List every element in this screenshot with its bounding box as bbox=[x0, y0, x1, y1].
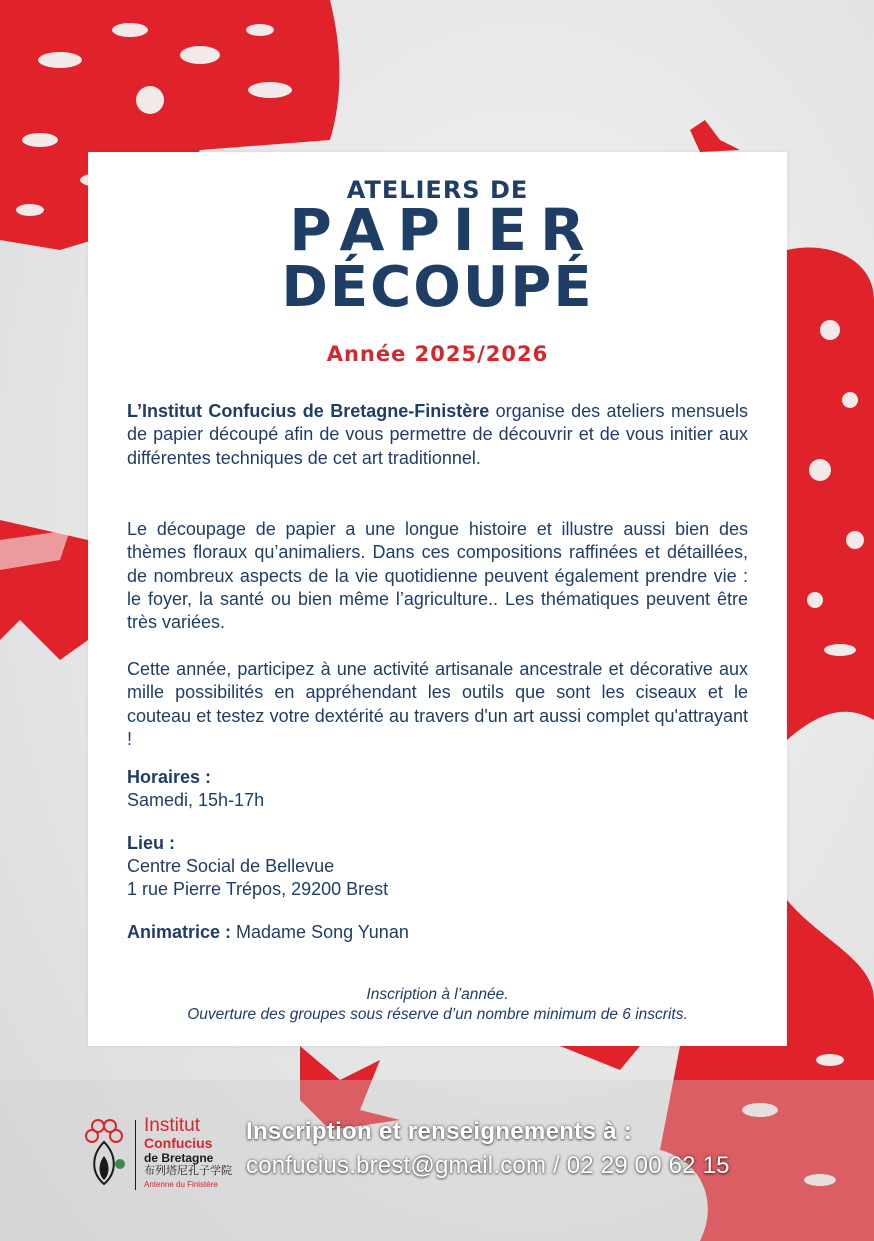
location-label: Lieu : bbox=[127, 833, 175, 853]
institute-logo bbox=[82, 1114, 232, 1194]
host-label: Animatrice : bbox=[127, 922, 232, 942]
intro-text: organise des ateliers mensuels de papier découpé afin de vous permettre de découvrir et de vous initier aux différentes techniques de cet art traditionnel. bbox=[127, 401, 748, 468]
invitation-paragraph: Cette année, participez à une activité artisanale ancestrale et décorative aux mille possibilités en appréhendant les outils que sont les ciseaux et le couteau et testez votre dextérité au travers d'un art aussi complet qu'attrayant ! bbox=[127, 659, 748, 749]
schedule-label: Horaires : bbox=[127, 767, 212, 787]
intro-paragraph bbox=[127, 400, 748, 470]
contact-heading: Inscription et renseignements à : bbox=[246, 1118, 632, 1145]
schedule-value: Samedi, 15h-17h bbox=[127, 790, 265, 810]
host-name: Madame Song Yunan bbox=[231, 922, 409, 942]
logo-text-institut: Institut bbox=[144, 1115, 200, 1136]
logo-text-bretagne: de Bretagne bbox=[144, 1151, 214, 1165]
contact-details[interactable]: confucius.brest@gmail.com / 02 29 00 62 15 bbox=[246, 1152, 730, 1179]
location-block bbox=[127, 832, 388, 901]
registration-note: Inscription à l’année. bbox=[366, 986, 509, 1003]
host-block bbox=[127, 921, 409, 944]
logo-text-confucius: Confucius bbox=[144, 1135, 213, 1151]
event-card bbox=[88, 152, 787, 1046]
institute-name: L’Institut Confucius de Bretagne-Finistère bbox=[127, 401, 490, 421]
location-address: 1 rue Pierre Trépos, 29200 Brest bbox=[127, 879, 389, 899]
confucius-institute-logo-icon bbox=[82, 1114, 130, 1192]
title-line-2: PAPIER bbox=[289, 196, 598, 264]
schedule-block bbox=[127, 766, 264, 812]
year-subtitle: Année 2025/2026 bbox=[326, 342, 549, 366]
logo-divider bbox=[135, 1120, 136, 1190]
logo-text-chinese: 布列塔尼孔子学院 bbox=[144, 1165, 232, 1177]
title-line-3: DÉCOUPÉ bbox=[281, 255, 594, 320]
title-line-1: ATELIERS DE bbox=[346, 176, 529, 204]
history-paragraph: Le découpage de papier a une longue histoire et illustre aussi bien des thèmes floraux qu’animaliers. Dans ces compositions raffinées et détaillées, de nombreux aspects de la vie quotidienne peuvent également prendre vie : le foyer, la santé ou bien même l’agriculture.. Les thématiques peuvent être très variées. bbox=[127, 519, 748, 633]
logo-text-antenne: Antenne du Finistère bbox=[144, 1180, 218, 1189]
minimum-participants-note: Ouverture des groupes sous réserve d’un nombre minimum de 6 inscrits. bbox=[187, 1006, 688, 1023]
location-venue: Centre Social de Bellevue bbox=[127, 856, 335, 876]
